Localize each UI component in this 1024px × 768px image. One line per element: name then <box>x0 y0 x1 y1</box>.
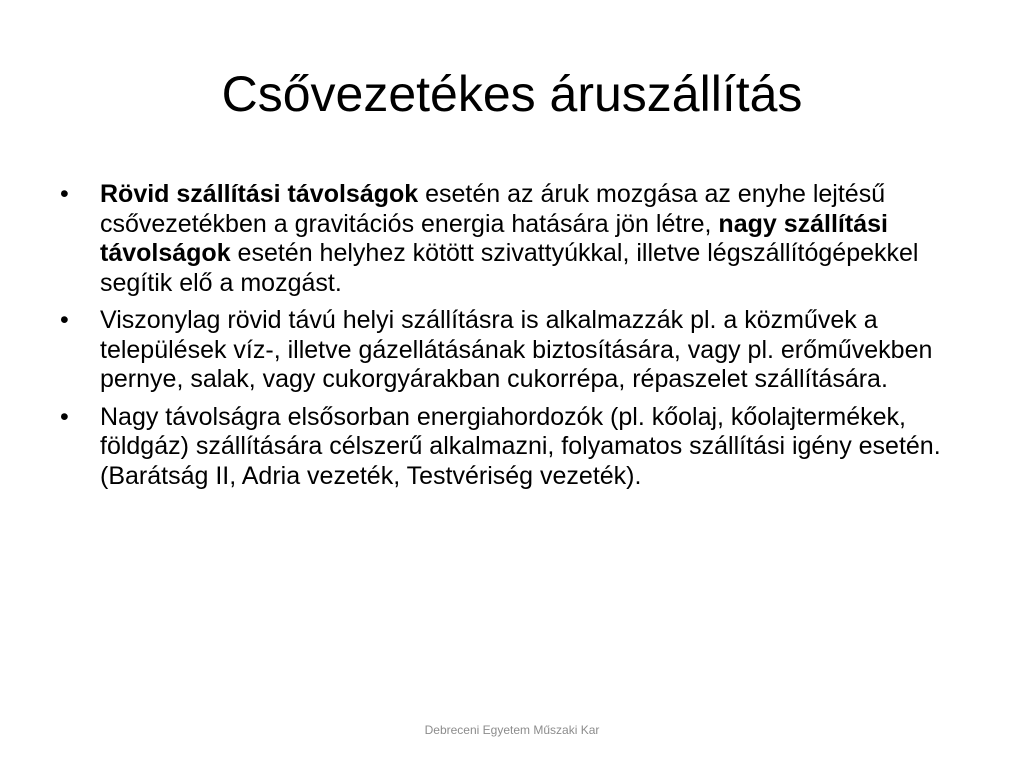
bold-phrase: Rövid szállítási távolságok <box>100 180 419 208</box>
bullet-text <box>100 403 941 490</box>
bullet-dot-icon: • <box>60 306 69 334</box>
bullet-item <box>54 180 974 298</box>
text-segment: Nagy távolságra elsősorban energiahordozók (pl. kőolaj, kőolajtermékek, földgáz) szállítására célszerű alkalmazni, folyamatos szállítási igény esetén. (Barátság II, Adria vezeték, Testvériség vezeték). <box>100 402 941 490</box>
bullet-text <box>100 306 932 393</box>
bullet-dot-icon: • <box>60 402 69 431</box>
bullet-item <box>54 306 974 395</box>
text-segment: esetén helyhez kötött szivattyúkkal, illetve légszállítógépekkel segítik elő a mozgást. <box>100 239 919 297</box>
bullet-dot-icon: • <box>60 180 69 208</box>
bold-phrase: nagy szállítási távolságok <box>100 209 888 267</box>
slide-footer: Debreceni Egyetem Műszaki Kar <box>424 723 600 737</box>
slide-title: Csővezetékes áruszállítás <box>221 66 803 122</box>
bullet-text <box>100 180 918 297</box>
bullet-list <box>54 180 974 499</box>
text-segment: esetén az áruk mozgása az enyhe lejtésű csővezetékben a gravitációs energia hatására jön létre, <box>100 180 886 238</box>
text-segment: Viszonylag rövid távú helyi szállításra is alkalmazzák pl. a közművek a települések víz-, illetve gázellátásának biztosítására, vagy pl. erőművekben pernye, salak, vagy cukorgyárakban cukorrépa, répaszelet szállítására. <box>100 306 933 393</box>
bullet-item <box>54 403 974 492</box>
